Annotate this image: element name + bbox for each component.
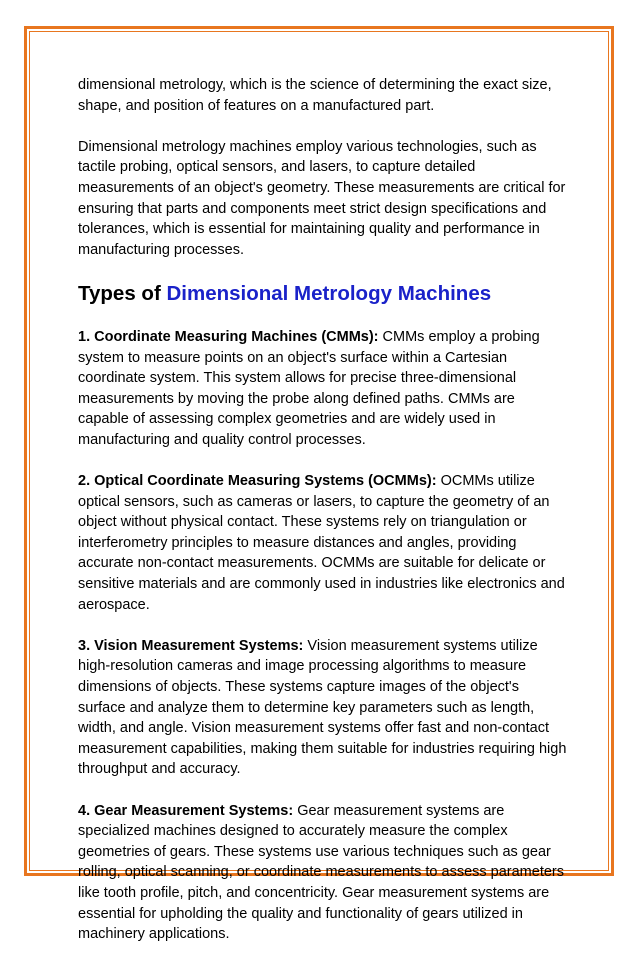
intro-paragraph-1: dimensional metrology, which is the science of determining the exact size, shape, and position of features on a manufactured part.	[78, 77, 552, 114]
intro-paragraph-2: Dimensional metrology machines employ various technologies, such as tactile probing, optical sensors, and lasers, to capture detailed measurements of an object's geometry. These measurements are critical for ensuring that parts and components meet strict design specifications and tolerances, which is essential for maintaining quality and performance in manufacturing processes.	[78, 138, 566, 258]
list-item-title: 3. Vision Measurement Systems:	[78, 637, 304, 654]
list-item-title: 2. Optical Coordinate Measuring Systems (OCMMs):	[78, 473, 437, 490]
list-item-body: Gear measurement systems are specialized machines designed to accurately measure the complex geometries of gears. These systems use various techniques such as gear rolling, optical scanning, or coordinate measurements to assess parameters like tooth profile, pitch, and concentricity. Gear measurement systems are essential for upholding the quality and functionality of gears utilized in machinery applications.	[78, 802, 564, 943]
section-heading-prefix: Types of	[78, 281, 167, 305]
list-item-gear	[78, 801, 568, 945]
list-item-body: CMMs employ a probing system to measure points on an object's surface within a Cartesian coordinate system. This system allows for precise three-dimensional measurements by moving the probe along defined paths. CMMs are capable of assessing complex geometries and are widely used in manufacturing and quality control processes.	[78, 328, 540, 448]
section-heading-highlight: Dimensional Metrology Machines	[166, 281, 492, 305]
list-item-cmm	[78, 327, 568, 451]
document-content	[78, 75, 568, 965]
list-item-body: OCMMs utilize optical sensors, such as cameras or lasers, to capture the geometry of an object without physical contact. These systems rely on triangulation or interferometry principles to measure distances and angles, providing accurate non-contact measurements. OCMMs are suitable for delicate or sensitive materials and are commonly used in industries like electronics and aerospace.	[78, 473, 565, 613]
list-item-body: Vision measurement systems utilize high-resolution cameras and image processing algorithms to measure dimensions of objects. These systems capture images of the object's surface and analyze them to determine key parameters such as length, width, and angle. Vision measurement systems offer fast and non-contact measurement capabilities, making them suitable for industries requiring high throughput and accuracy.	[78, 637, 567, 778]
list-item-title: 4. Gear Measurement Systems:	[78, 802, 294, 819]
section-heading	[78, 281, 568, 307]
list-item-ocmm	[78, 471, 568, 615]
list-item-vision	[78, 636, 568, 780]
list-item-title: 1. Coordinate Measuring Machines (CMMs):	[78, 328, 379, 345]
